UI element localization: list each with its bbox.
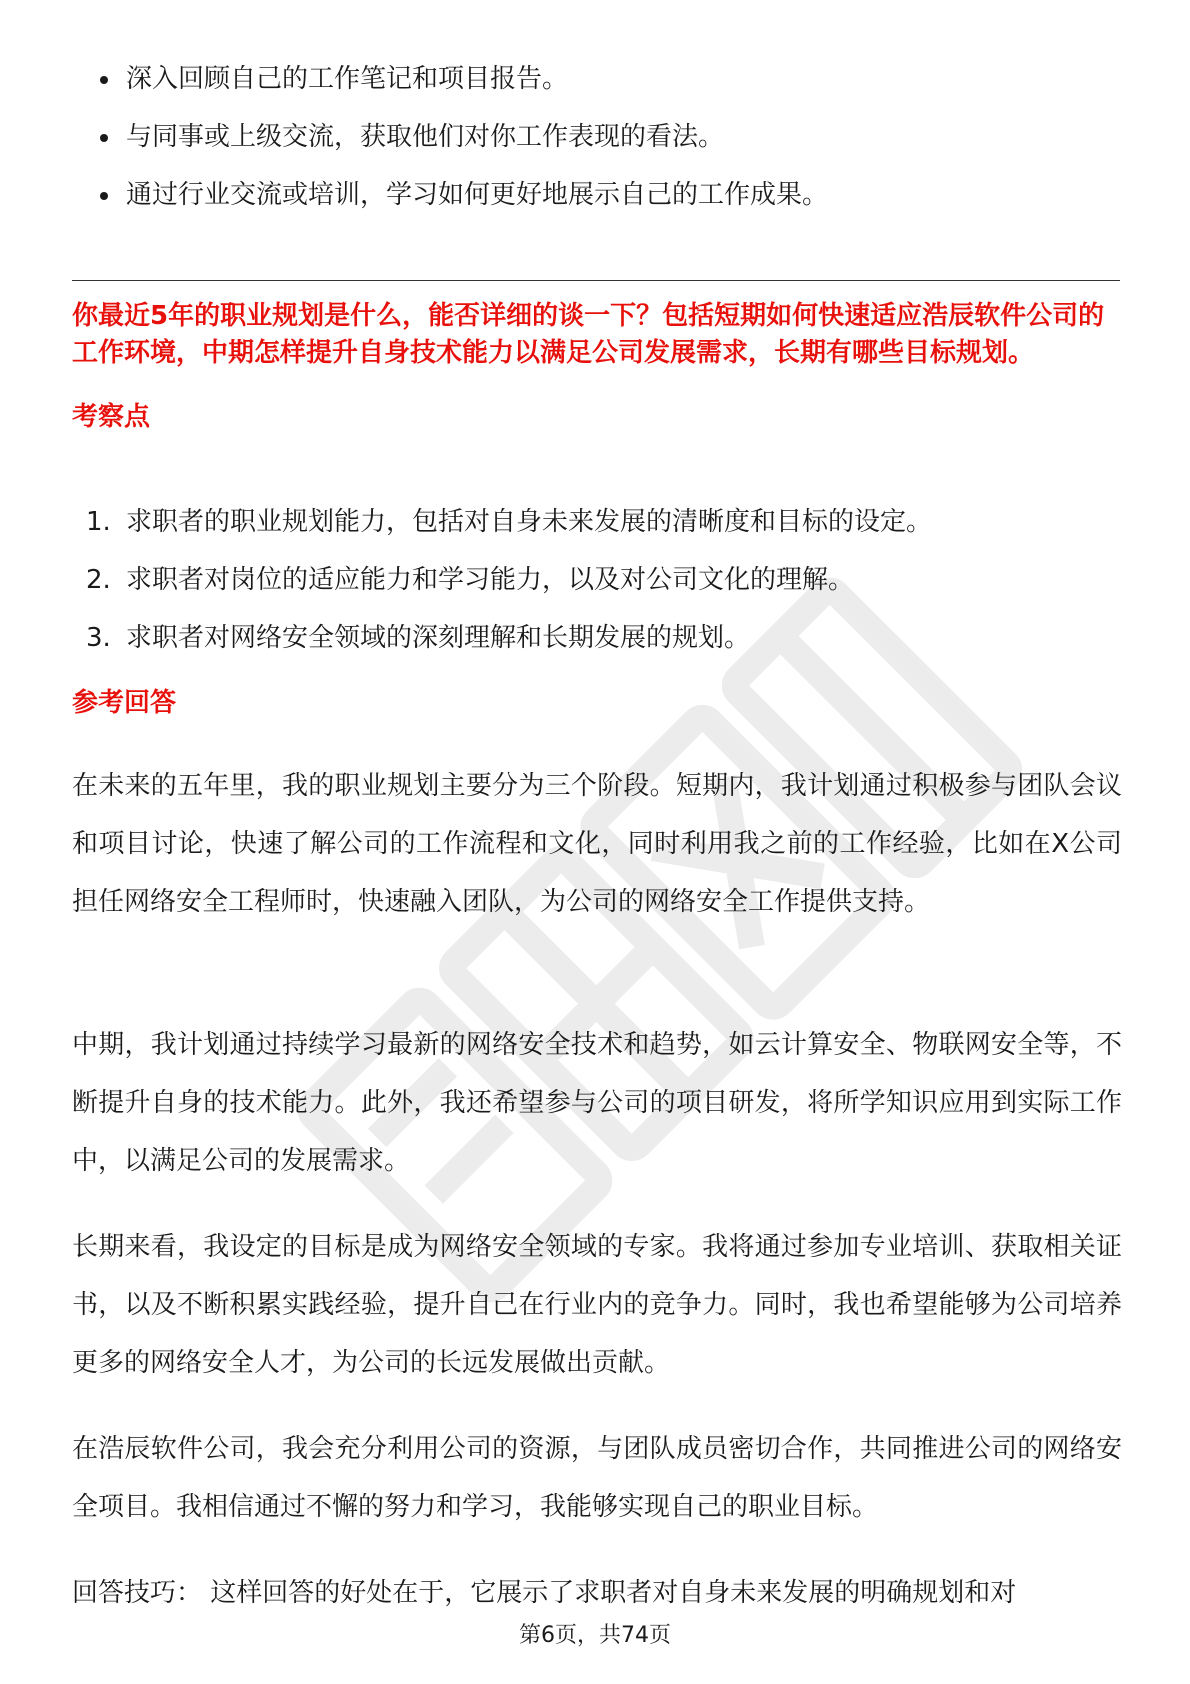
assessment-item [86,621,1096,679]
item-number: 3. [86,623,111,653]
section-divider [72,280,1120,281]
page-footer: 第6页，共74页 [519,1623,671,1648]
bullet-text: 与同事或上级交流，获取他们对你工作表现的看法。 [126,122,725,152]
assessment-item [86,563,1096,621]
answer-paragraph: 长期来看，我设定的目标是成为网络安全领域的专家。我将通过参加专业培训、获取相关证书，以及不断积累实践经验，提升自己在行业内的竞争力。同时，我也希望能够为公司培养更多的网络安全人才，为公司的长远发展做出贡献。 [72,1232,1122,1378]
bullet-list [98,62,1108,236]
bullet-item [98,62,1108,120]
assessment-heading: 考察点 [72,402,151,432]
answer-heading: 参考回答 [72,688,177,718]
bullet-item [98,120,1108,178]
interview-question: 你最近5年的职业规划是什么，能否详细的谈一下？包括短期如何快速适应浩辰软件公司的工作环境，中期怎样提升自身技术能力以满足公司发展需求，长期有哪些目标规划。 [72,301,1105,368]
answer-paragraph: 在浩辰软件公司，我会充分利用公司的资源，与团队成员密切合作，共同推进公司的网络安全项目。我相信通过不懈的努力和学习，我能够实现自己的职业目标。 [72,1434,1122,1522]
bullet-text: 通过行业交流或培训，学习如何更好地展示自己的工作成果。 [126,180,829,210]
answer-paragraph: 在未来的五年里，我的职业规划主要分为三个阶段。短期内，我计划通过积极参与团队会议和项目讨论，快速了解公司的工作流程和文化，同时利用我之前的工作经验，比如在X公司担任网络安全工程师时，快速融入团队，为公司的网络安全工作提供支持。 [72,771,1122,917]
bullet-dot-icon [100,192,108,200]
assessment-item [86,505,1096,563]
item-number: 2. [86,565,111,595]
item-text: 求职者对网络安全领域的深刻理解和长期发展的规划。 [126,623,751,653]
bullet-dot-icon [100,134,108,142]
answer-tips: 回答技巧： 这样回答的好处在于，它展示了求职者对自身未来发展的明确规划和对 [72,1578,1017,1608]
item-number: 1. [86,507,111,537]
item-text: 求职者对岗位的适应能力和学习能力，以及对公司文化的理解。 [126,565,855,595]
bullet-item [98,178,1108,236]
answer-paragraph: 中期，我计划通过持续学习最新的网络安全技术和趋势，如云计算安全、物联网安全等，不断提升自身的技术能力。此外，我还希望参与公司的项目研发，将所学知识应用到实际工作中，以满足公司的发展需求。 [72,1030,1122,1176]
bullet-dot-icon [100,76,108,84]
bullet-text: 深入回顾自己的工作笔记和项目报告。 [126,64,569,94]
assessment-list [86,505,1096,679]
item-text: 求职者的职业规划能力，包括对自身未来发展的清晰度和目标的设定。 [126,507,933,537]
